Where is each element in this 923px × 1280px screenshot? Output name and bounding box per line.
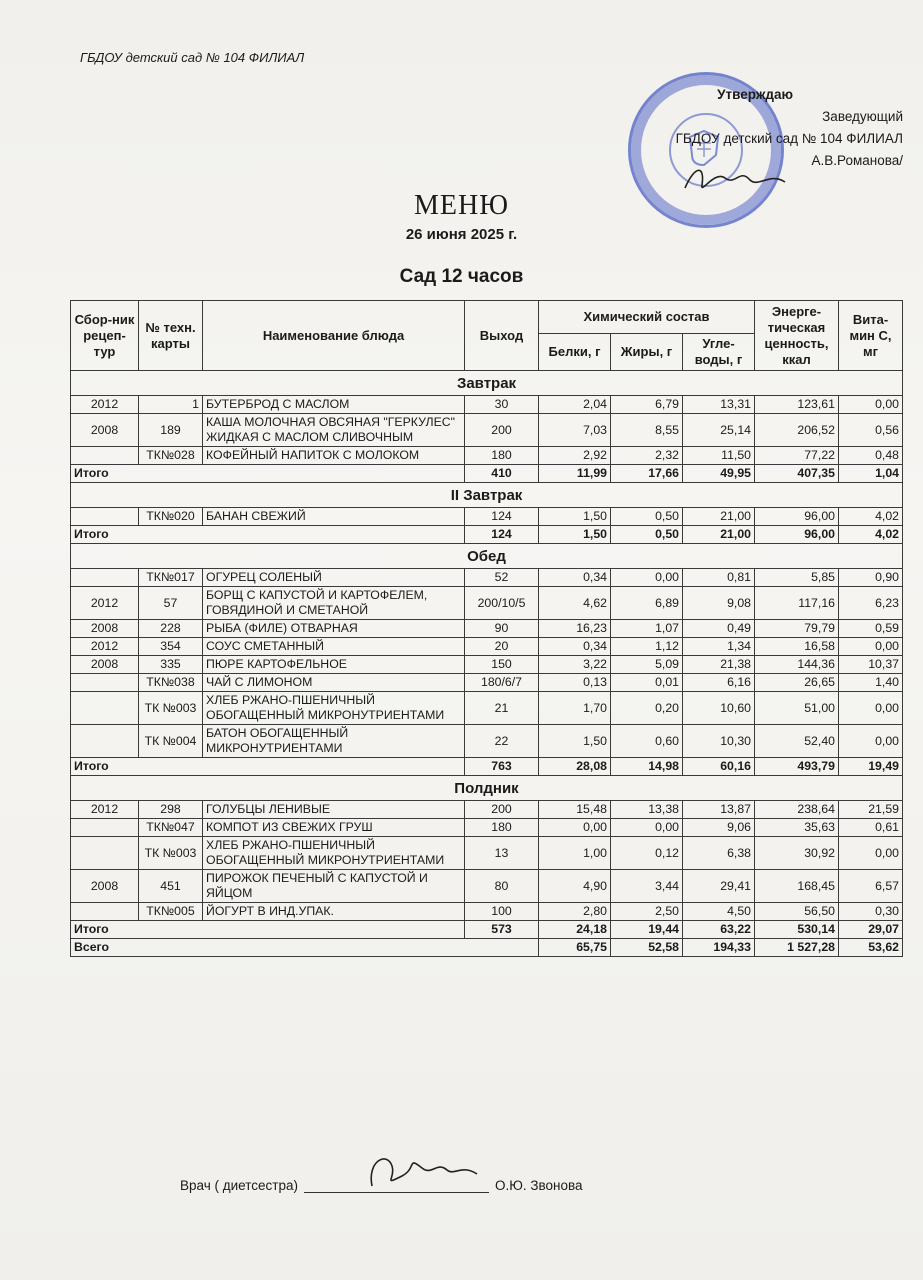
total-fat: 14,98 [611,758,683,776]
table-row [71,508,903,526]
header-chem: Химический состав [539,301,755,334]
cell-energy: 16,58 [755,638,839,656]
cell-energy: 5,85 [755,569,839,587]
total-label: Итого [71,465,465,483]
cell-protein: 0,34 [539,569,611,587]
dietitian-name: О.Ю. Звонова [494,1178,583,1193]
cell-energy: 206,52 [755,414,839,447]
cell-energy: 238,64 [755,801,839,819]
cell-carb: 13,31 [683,396,755,414]
cell-protein: 1,50 [539,725,611,758]
table-row [71,819,903,837]
header-fat: Жиры, г [611,334,683,371]
table-row [71,870,903,903]
cell-card: ТК №004 [139,725,203,758]
total-carb: 63,22 [683,921,755,939]
cell-yield: 13 [465,837,539,870]
approval-block [603,84,903,172]
grand-total-carb: 194,33 [683,939,755,957]
cell-carb: 25,14 [683,414,755,447]
cell-card: 335 [139,656,203,674]
cell-collection [71,447,139,465]
cell-card: ТК№047 [139,819,203,837]
cell-card: 189 [139,414,203,447]
cell-dish-name: ПЮРЕ КАРТОФЕЛЬНОЕ [203,656,465,674]
cell-fat: 2,50 [611,903,683,921]
header-yield: Выход [465,301,539,371]
cell-yield: 180 [465,447,539,465]
cell-dish-name: ЙОГУРТ В ИНД.УПАК. [203,903,465,921]
cell-card: 1 [139,396,203,414]
cell-dish-name: КОФЕЙНЫЙ НАПИТОК С МОЛОКОМ [203,447,465,465]
total-fat: 19,44 [611,921,683,939]
total-energy: 407,35 [755,465,839,483]
cell-vitamin-c: 21,59 [839,801,903,819]
grand-total-label: Всего [71,939,539,957]
signature-line [304,1176,489,1193]
cell-protein: 16,23 [539,620,611,638]
cell-card: ТК№028 [139,447,203,465]
approval-heading: Утверждаю [717,87,793,102]
cell-vitamin-c: 1,40 [839,674,903,692]
total-energy: 96,00 [755,526,839,544]
cell-dish-name: ХЛЕБ РЖАНО-ПШЕНИЧНЫЙ ОБОГАЩЕННЫЙ МИКРОНУТРИЕНТАМИ [203,837,465,870]
cell-fat: 6,89 [611,587,683,620]
total-protein: 11,99 [539,465,611,483]
cell-fat: 0,01 [611,674,683,692]
header-collection: Сбор-ник рецеп-тур [71,301,139,371]
organization-name: ГБДОУ детский сад № 104 ФИЛИАЛ [80,50,305,65]
header-dish-name: Наименование блюда [203,301,465,371]
table-row [71,569,903,587]
table-row [71,414,903,447]
cell-protein: 4,62 [539,587,611,620]
cell-protein: 7,03 [539,414,611,447]
cell-collection [71,569,139,587]
total-label: Итого [71,526,465,544]
table-row [71,656,903,674]
table-row [71,396,903,414]
cell-carb: 21,38 [683,656,755,674]
cell-fat: 0,60 [611,725,683,758]
cell-yield: 180/6/7 [465,674,539,692]
cell-energy: 77,22 [755,447,839,465]
cell-protein: 4,90 [539,870,611,903]
table-row [71,801,903,819]
cell-yield: 90 [465,620,539,638]
cell-vitamin-c: 0,59 [839,620,903,638]
cell-card: 228 [139,620,203,638]
cell-yield: 80 [465,870,539,903]
cell-carb: 6,38 [683,837,755,870]
table-row [71,638,903,656]
header-energy: Энерге-тическая ценность, ккал [755,301,839,371]
total-energy: 493,79 [755,758,839,776]
total-vitamin-c: 29,07 [839,921,903,939]
cell-yield: 30 [465,396,539,414]
table-row [71,587,903,620]
cell-carb: 10,60 [683,692,755,725]
cell-dish-name: РЫБА (ФИЛЕ) ОТВАРНАЯ [203,620,465,638]
total-label: Итого [71,921,465,939]
page-title: МЕНЮ [414,190,509,221]
total-energy: 530,14 [755,921,839,939]
cell-yield: 124 [465,508,539,526]
cell-collection [71,692,139,725]
cell-fat: 8,55 [611,414,683,447]
cell-yield: 200 [465,414,539,447]
cell-yield: 180 [465,819,539,837]
cell-fat: 0,00 [611,569,683,587]
cell-protein: 0,13 [539,674,611,692]
cell-protein: 2,92 [539,447,611,465]
dietitian-label: Врач ( диетсестра) [180,1178,298,1193]
cell-vitamin-c: 0,00 [839,396,903,414]
total-yield: 124 [465,526,539,544]
cell-yield: 22 [465,725,539,758]
cell-dish-name: КАША МОЛОЧНАЯ ОВСЯНАЯ "ГЕРКУЛЕС" ЖИДКАЯ С МАСЛОМ СЛИВОЧНЫМ [203,414,465,447]
cell-fat: 0,20 [611,692,683,725]
cell-vitamin-c: 0,56 [839,414,903,447]
total-protein: 24,18 [539,921,611,939]
cell-collection [71,725,139,758]
total-fat: 17,66 [611,465,683,483]
cell-dish-name: ОГУРЕЦ СОЛЕНЫЙ [203,569,465,587]
cell-energy: 117,16 [755,587,839,620]
grand-total-fat: 52,58 [611,939,683,957]
menu-subtitle: Сад 12 часов [399,266,524,287]
cell-vitamin-c: 0,00 [839,725,903,758]
table-row [71,620,903,638]
cell-card: 451 [139,870,203,903]
cell-card: 354 [139,638,203,656]
cell-dish-name: БАТОН ОБОГАЩЕННЫЙ МИКРОНУТРИЕНТАМИ [203,725,465,758]
cell-collection: 2012 [71,801,139,819]
section-title: Обед [71,544,903,569]
cell-dish-name: БОРЩ С КАПУСТОЙ И КАРТОФЕЛЕМ, ГОВЯДИНОЙ И СМЕТАНОЙ [203,587,465,620]
header-vitamin-c: Вита-мин С, мг [839,301,903,371]
table-row [71,674,903,692]
total-fat: 0,50 [611,526,683,544]
cell-collection [71,819,139,837]
cell-card: ТК№017 [139,569,203,587]
total-yield: 763 [465,758,539,776]
cell-protein: 15,48 [539,801,611,819]
cell-fat: 0,12 [611,837,683,870]
total-label: Итого [71,758,465,776]
cell-fat: 5,09 [611,656,683,674]
total-protein: 1,50 [539,526,611,544]
dietitian-block [180,1176,583,1193]
cell-protein: 2,80 [539,903,611,921]
cell-fat: 1,07 [611,620,683,638]
cell-dish-name: СОУС СМЕТАННЫЙ [203,638,465,656]
cell-energy: 30,92 [755,837,839,870]
cell-energy: 168,45 [755,870,839,903]
cell-protein: 0,00 [539,819,611,837]
cell-collection [71,837,139,870]
menu-date: 26 июня 2025 г. [405,226,518,243]
grand-total-energy: 1 527,28 [755,939,839,957]
cell-collection: 2008 [71,656,139,674]
total-protein: 28,08 [539,758,611,776]
section-title: Завтрак [71,371,903,396]
cell-collection: 2008 [71,870,139,903]
grand-total-vitamin-c: 53,62 [839,939,903,957]
cell-energy: 56,50 [755,903,839,921]
cell-protein: 1,70 [539,692,611,725]
cell-protein: 3,22 [539,656,611,674]
cell-collection: 2012 [71,587,139,620]
grand-total-protein: 65,75 [539,939,611,957]
cell-vitamin-c: 0,00 [839,837,903,870]
cell-collection [71,508,139,526]
cell-yield: 200 [465,801,539,819]
cell-carb: 13,87 [683,801,755,819]
cell-collection [71,903,139,921]
table-row [71,837,903,870]
total-carb: 49,95 [683,465,755,483]
cell-fat: 3,44 [611,870,683,903]
total-yield: 573 [465,921,539,939]
cell-carb: 9,06 [683,819,755,837]
table-row [71,447,903,465]
cell-collection: 2012 [71,638,139,656]
cell-collection: 2012 [71,396,139,414]
cell-dish-name: БАНАН СВЕЖИЙ [203,508,465,526]
table-row [71,692,903,725]
cell-carb: 1,34 [683,638,755,656]
cell-yield: 20 [465,638,539,656]
total-carb: 60,16 [683,758,755,776]
cell-collection [71,674,139,692]
approval-signer: А.В.Романова/ [811,153,903,168]
cell-carb: 29,41 [683,870,755,903]
cell-vitamin-c: 4,02 [839,508,903,526]
cell-fat: 0,50 [611,508,683,526]
cell-energy: 79,79 [755,620,839,638]
cell-energy: 35,63 [755,819,839,837]
approval-organization: ГБДОУ детский сад № 104 ФИЛИАЛ [675,131,903,146]
cell-energy: 52,40 [755,725,839,758]
header-carb: Угле-воды, г [683,334,755,371]
total-row [71,526,903,544]
cell-yield: 100 [465,903,539,921]
cell-vitamin-c: 0,61 [839,819,903,837]
cell-fat: 6,79 [611,396,683,414]
cell-vitamin-c: 0,90 [839,569,903,587]
header-card: № техн. карты [139,301,203,371]
cell-protein: 2,04 [539,396,611,414]
header-protein: Белки, г [539,334,611,371]
cell-fat: 0,00 [611,819,683,837]
total-carb: 21,00 [683,526,755,544]
table-row [71,725,903,758]
menu-table-body [71,371,903,957]
cell-carb: 10,30 [683,725,755,758]
cell-carb: 6,16 [683,674,755,692]
cell-carb: 21,00 [683,508,755,526]
cell-yield: 200/10/5 [465,587,539,620]
cell-dish-name: ГОЛУБЦЫ ЛЕНИВЫЕ [203,801,465,819]
total-vitamin-c: 4,02 [839,526,903,544]
cell-card: 298 [139,801,203,819]
cell-fat: 1,12 [611,638,683,656]
cell-energy: 51,00 [755,692,839,725]
cell-vitamin-c: 0,00 [839,692,903,725]
cell-card: ТК№005 [139,903,203,921]
approval-position: Заведующий [822,109,903,124]
cell-carb: 0,81 [683,569,755,587]
cell-card: ТК№020 [139,508,203,526]
cell-vitamin-c: 0,48 [839,447,903,465]
cell-card: ТК №003 [139,692,203,725]
cell-carb: 9,08 [683,587,755,620]
total-yield: 410 [465,465,539,483]
grand-total-row [71,939,903,957]
section-title: Полдник [71,776,903,801]
cell-yield: 52 [465,569,539,587]
cell-energy: 123,61 [755,396,839,414]
table-row [71,903,903,921]
cell-energy: 26,65 [755,674,839,692]
cell-vitamin-c: 10,37 [839,656,903,674]
cell-dish-name: БУТЕРБРОД С МАСЛОМ [203,396,465,414]
cell-vitamin-c: 0,30 [839,903,903,921]
cell-dish-name: КОМПОТ ИЗ СВЕЖИХ ГРУШ [203,819,465,837]
total-row [71,921,903,939]
cell-carb: 11,50 [683,447,755,465]
cell-protein: 0,34 [539,638,611,656]
cell-vitamin-c: 0,00 [839,638,903,656]
cell-energy: 96,00 [755,508,839,526]
cell-yield: 150 [465,656,539,674]
total-vitamin-c: 19,49 [839,758,903,776]
total-vitamin-c: 1,04 [839,465,903,483]
cell-fat: 2,32 [611,447,683,465]
cell-dish-name: ХЛЕБ РЖАНО-ПШЕНИЧНЫЙ ОБОГАЩЕННЫЙ МИКРОНУТРИЕНТАМИ [203,692,465,725]
menu-table [70,300,903,957]
cell-card: ТК №003 [139,837,203,870]
section-title: II Завтрак [71,483,903,508]
cell-vitamin-c: 6,57 [839,870,903,903]
total-row [71,758,903,776]
cell-collection: 2008 [71,414,139,447]
cell-dish-name: ЧАЙ С ЛИМОНОМ [203,674,465,692]
cell-fat: 13,38 [611,801,683,819]
cell-protein: 1,00 [539,837,611,870]
cell-dish-name: ПИРОЖОК ПЕЧЕНЫЙ С КАПУСТОЙ И ЯЙЦОМ [203,870,465,903]
cell-yield: 21 [465,692,539,725]
cell-card: 57 [139,587,203,620]
cell-vitamin-c: 6,23 [839,587,903,620]
cell-energy: 144,36 [755,656,839,674]
cell-carb: 0,49 [683,620,755,638]
cell-collection: 2008 [71,620,139,638]
cell-protein: 1,50 [539,508,611,526]
cell-card: ТК№038 [139,674,203,692]
total-row [71,465,903,483]
cell-carb: 4,50 [683,903,755,921]
